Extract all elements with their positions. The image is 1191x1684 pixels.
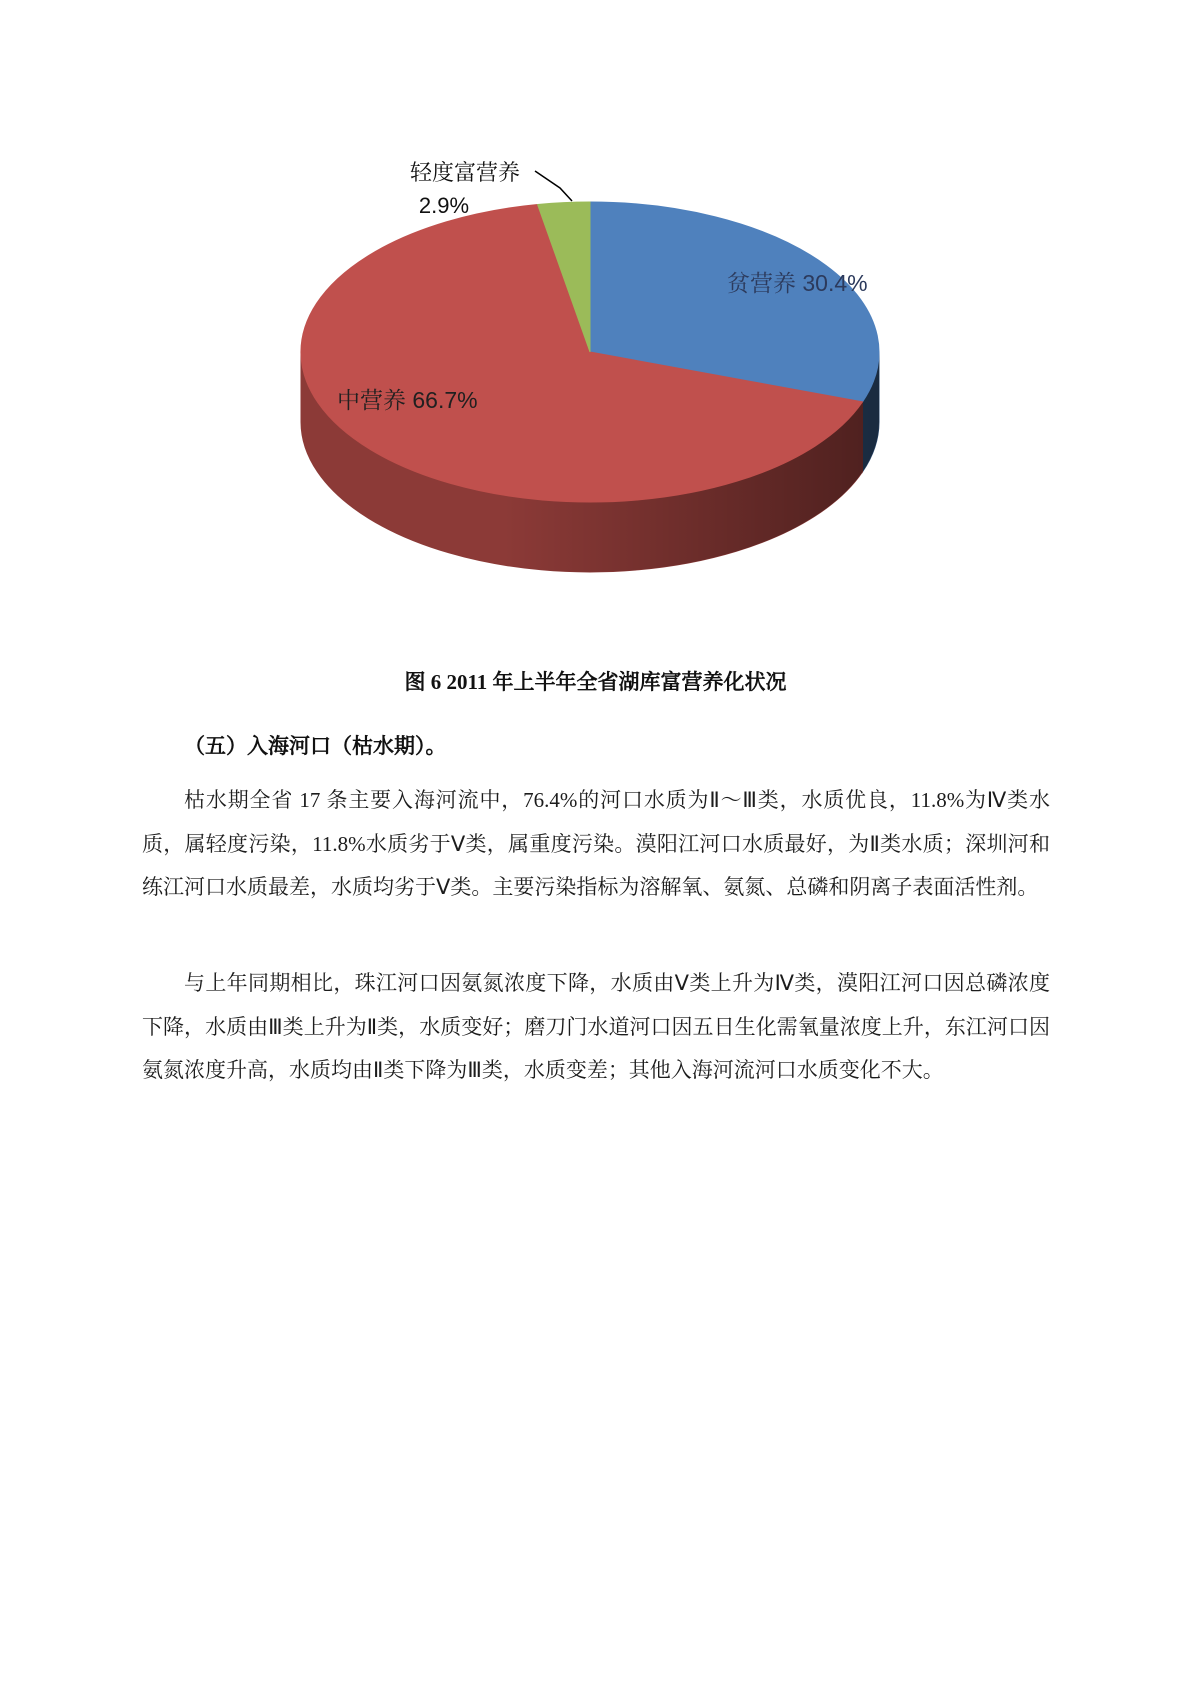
leader-line <box>535 171 572 201</box>
slice-label-oligotrophic: 贫营养 30.4% <box>727 270 868 296</box>
section-heading: （五）入海河口（枯水期）。 <box>184 734 447 758</box>
slice-label-light-eutrophic: 轻度富营养 <box>409 160 520 185</box>
pie-chart <box>0 0 1191 660</box>
slice-label-mesotrophic: 中营养 66.7% <box>337 387 478 413</box>
paragraph: 枯水期全省 17 条主要入海河流中，76.4%的河口水质为Ⅱ～Ⅲ类，水质优良，11.8%为Ⅳ类水质，属轻度污染，11.8%水质劣于Ⅴ类，属重度污染。漠阳江河口水质最好，为Ⅱ类水质；深圳河和练江河口水质最差，水质均劣于Ⅴ类。主要污染指标为溶解氧、氨氮、总磷和阴离子表面活性剂。 <box>142 788 1050 899</box>
paragraph: 与上年同期相比，珠江河口因氨氮浓度下降，水质由Ⅴ类上升为Ⅳ类，漠阳江河口因总磷浓度下降，水质由Ⅲ类上升为Ⅱ类，水质变好；磨刀门水道河口因五日生化需氧量浓度上升，东江河口因氨氮浓度升高，水质均由Ⅱ类下降为Ⅲ类，水质变差；其他入海河流河口水质变化不大。 <box>142 971 1050 1082</box>
figure-caption: 图 6 2011 年上半年全省湖库富营养化状况 <box>404 670 787 694</box>
pie-chart-canvas <box>0 0 1191 660</box>
slice-label-light-eutrophic-value: 2.9% <box>418 193 470 218</box>
